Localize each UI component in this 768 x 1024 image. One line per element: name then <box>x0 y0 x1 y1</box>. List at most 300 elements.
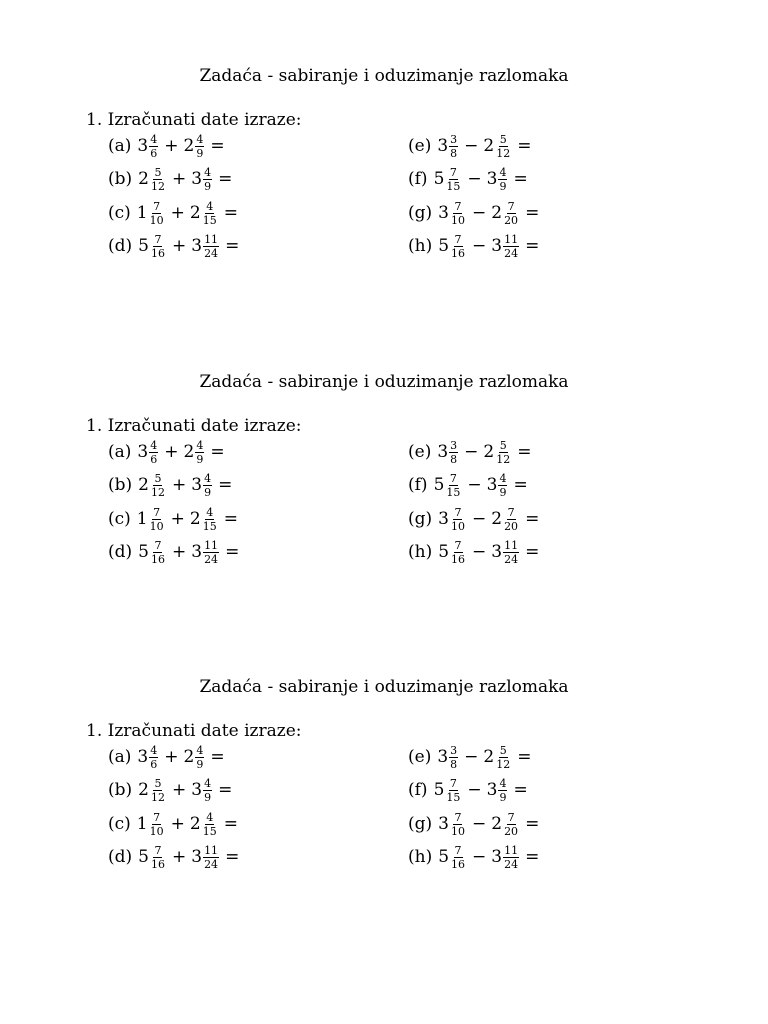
fraction <box>202 201 218 226</box>
problem-label: (b) <box>108 475 133 495</box>
fraction <box>449 440 458 465</box>
fraction <box>503 507 519 532</box>
denominator: 15 <box>446 790 461 804</box>
equals-sign: = <box>210 442 225 462</box>
equals-sign: = <box>513 780 528 800</box>
problem-item <box>408 743 531 771</box>
equals-sign: = <box>223 509 238 529</box>
worksheet-title: Zadaća - sabiranje i oduzimanje razlomaka <box>199 372 569 392</box>
operator: + <box>171 475 187 495</box>
mixed-number <box>437 440 459 465</box>
whole-part: 5 <box>433 780 445 800</box>
problem-item <box>108 743 225 771</box>
numerator: 11 <box>204 538 219 552</box>
whole-part: 3 <box>191 169 203 189</box>
exercise-block <box>0 372 768 632</box>
equals-sign: = <box>218 780 233 800</box>
numerator: 4 <box>499 471 507 485</box>
numerator: 7 <box>507 810 515 824</box>
equals-sign: = <box>223 203 238 223</box>
denominator: 8 <box>450 757 458 771</box>
equals-sign: = <box>525 814 540 834</box>
problem-label: (e) <box>408 747 432 767</box>
numerator: 3 <box>450 743 458 757</box>
mixed-number <box>438 234 467 259</box>
whole-part: 2 <box>189 203 201 223</box>
mixed-number <box>191 167 213 192</box>
mixed-number <box>137 812 166 837</box>
fraction <box>495 440 511 465</box>
fraction <box>449 745 458 770</box>
whole-part: 3 <box>191 236 203 256</box>
denominator: 16 <box>150 857 165 871</box>
mixed-number <box>483 440 512 465</box>
fraction <box>498 778 507 803</box>
fraction <box>503 201 519 226</box>
operator: − <box>464 747 479 767</box>
whole-part: 5 <box>138 236 149 256</box>
mixed-number <box>191 234 220 259</box>
mixed-number <box>138 540 167 565</box>
mixed-number <box>190 812 219 837</box>
whole-part: 3 <box>491 542 503 562</box>
operator: − <box>467 169 482 189</box>
numerator: 7 <box>454 810 462 824</box>
mixed-number <box>138 234 167 259</box>
fraction <box>503 540 519 565</box>
denominator: 9 <box>499 179 507 193</box>
numerator: 4 <box>196 743 204 757</box>
task-heading: 1. Izračunati date izraze: <box>86 721 302 741</box>
operator: − <box>471 509 487 529</box>
mixed-number <box>190 507 219 532</box>
operator: + <box>171 169 187 189</box>
whole-part: 5 <box>438 236 450 256</box>
whole-part: 3 <box>191 542 203 562</box>
mixed-number <box>191 778 213 803</box>
problem-item <box>108 438 225 466</box>
mixed-number <box>487 778 509 803</box>
whole-part: 5 <box>138 542 149 562</box>
numerator: 7 <box>153 810 161 824</box>
whole-part: 2 <box>491 509 503 529</box>
denominator: 24 <box>504 552 519 566</box>
mixed-number <box>491 540 520 565</box>
problem-item <box>408 438 531 466</box>
fraction <box>495 745 511 770</box>
problem-label: (f) <box>408 475 428 495</box>
whole-part: 2 <box>189 509 201 529</box>
denominator: 9 <box>499 790 507 804</box>
denominator: 16 <box>150 246 165 260</box>
fraction <box>203 540 219 565</box>
denominator: 20 <box>504 213 519 227</box>
whole-part: 3 <box>191 847 203 867</box>
whole-part: 2 <box>138 780 149 800</box>
denominator: 9 <box>204 179 212 193</box>
problem-label: (b) <box>108 780 133 800</box>
whole-part: 3 <box>438 814 449 834</box>
numerator: 7 <box>449 165 457 179</box>
equals-sign: = <box>218 475 233 495</box>
fraction <box>202 507 218 532</box>
problem-item <box>408 199 539 227</box>
numerator: 7 <box>154 843 162 857</box>
operator: + <box>170 203 185 223</box>
numerator: 11 <box>204 232 219 246</box>
mixed-number <box>434 473 463 498</box>
mixed-number <box>438 201 467 226</box>
mixed-number <box>491 234 520 259</box>
whole-part: 1 <box>136 203 148 223</box>
equals-sign: = <box>525 236 540 256</box>
denominator: 9 <box>196 452 204 466</box>
fraction <box>149 201 165 226</box>
problem-item <box>408 843 539 871</box>
whole-part: 3 <box>486 475 498 495</box>
whole-part: 3 <box>438 509 449 529</box>
mixed-number <box>138 167 167 192</box>
mixed-number <box>487 167 509 192</box>
fraction <box>150 234 166 259</box>
numerator: 7 <box>454 199 462 213</box>
mixed-number <box>438 845 467 870</box>
denominator: 24 <box>204 552 219 566</box>
fraction <box>450 507 466 532</box>
equals-sign: = <box>525 542 540 562</box>
mixed-number <box>137 507 166 532</box>
denominator: 10 <box>450 824 465 838</box>
whole-part: 5 <box>433 169 445 189</box>
mixed-number <box>491 845 520 870</box>
problem-label: (c) <box>108 814 131 834</box>
mixed-number <box>138 473 167 498</box>
whole-part: 2 <box>183 442 195 462</box>
problem-item <box>108 843 239 871</box>
mixed-number <box>487 473 509 498</box>
fraction <box>203 845 219 870</box>
mixed-number <box>437 134 459 159</box>
operator: + <box>171 236 187 256</box>
denominator: 12 <box>150 485 165 499</box>
equals-sign: = <box>225 542 240 562</box>
whole-part: 3 <box>491 847 503 867</box>
mixed-number <box>437 745 459 770</box>
numerator: 11 <box>504 538 519 552</box>
task-heading: 1. Izračunati date izraze: <box>86 416 302 436</box>
fraction <box>450 540 466 565</box>
operator: − <box>464 136 479 156</box>
numerator: 7 <box>454 232 462 246</box>
whole-part: 5 <box>433 475 445 495</box>
problem-label: (a) <box>108 442 132 462</box>
numerator: 7 <box>507 199 515 213</box>
equals-sign: = <box>513 169 528 189</box>
operator: + <box>164 442 179 462</box>
denominator: 9 <box>204 485 212 499</box>
mixed-number <box>137 134 159 159</box>
equals-sign: = <box>210 747 225 767</box>
fraction <box>150 845 166 870</box>
whole-part: 2 <box>491 814 503 834</box>
equals-sign: = <box>525 509 540 529</box>
fraction <box>449 134 458 159</box>
whole-part: 3 <box>137 442 149 462</box>
fraction <box>498 473 507 498</box>
whole-part: 3 <box>438 203 449 223</box>
problem-item <box>408 165 528 193</box>
numerator: 4 <box>206 810 214 824</box>
numerator: 4 <box>196 438 204 452</box>
fraction <box>203 234 219 259</box>
mixed-number <box>434 778 463 803</box>
denominator: 10 <box>149 824 164 838</box>
problem-label: (g) <box>408 509 433 529</box>
fraction <box>149 812 165 837</box>
task-heading: 1. Izračunati date izraze: <box>86 110 302 130</box>
operator: − <box>467 780 482 800</box>
numerator: 11 <box>504 843 519 857</box>
denominator: 9 <box>204 790 212 804</box>
mixed-number <box>438 507 467 532</box>
operator: + <box>170 509 185 529</box>
denominator: 15 <box>202 213 217 227</box>
mixed-number <box>183 134 205 159</box>
fraction <box>450 812 466 837</box>
fraction <box>203 778 212 803</box>
equals-sign: = <box>225 236 240 256</box>
whole-part: 2 <box>483 747 495 767</box>
mixed-number <box>491 201 520 226</box>
mixed-number <box>183 440 205 465</box>
numerator: 3 <box>450 132 458 146</box>
denominator: 16 <box>150 552 165 566</box>
denominator: 6 <box>150 452 158 466</box>
equals-sign: = <box>525 847 540 867</box>
denominator: 24 <box>504 246 519 260</box>
equals-sign: = <box>225 847 240 867</box>
exercise-block <box>0 677 768 937</box>
denominator: 6 <box>150 146 158 160</box>
whole-part: 2 <box>138 475 149 495</box>
fraction <box>495 134 511 159</box>
fraction <box>503 812 519 837</box>
mixed-number <box>137 745 159 770</box>
whole-part: 2 <box>491 203 503 223</box>
whole-part: 3 <box>137 747 149 767</box>
operator: + <box>171 780 187 800</box>
whole-part: 2 <box>138 169 149 189</box>
equals-sign: = <box>517 747 532 767</box>
fraction <box>149 440 158 465</box>
problem-label: (h) <box>408 542 433 562</box>
denominator: 12 <box>496 757 511 771</box>
fraction <box>503 845 519 870</box>
problem-label: (d) <box>108 542 133 562</box>
problem-label: (g) <box>408 814 433 834</box>
problem-item <box>108 132 225 160</box>
denominator: 15 <box>202 824 217 838</box>
numerator: 7 <box>454 538 462 552</box>
denominator: 10 <box>149 213 164 227</box>
problem-label: (h) <box>408 236 433 256</box>
whole-part: 2 <box>483 136 495 156</box>
whole-part: 2 <box>183 747 195 767</box>
whole-part: 3 <box>437 136 449 156</box>
numerator: 4 <box>499 776 507 790</box>
numerator: 4 <box>499 165 507 179</box>
mixed-number <box>483 745 512 770</box>
whole-part: 1 <box>136 814 148 834</box>
numerator: 4 <box>204 776 212 790</box>
problem-label: (c) <box>108 509 131 529</box>
operator: − <box>464 442 479 462</box>
operator: − <box>472 847 487 867</box>
whole-part: 3 <box>437 442 449 462</box>
denominator: 9 <box>499 485 507 499</box>
whole-part: 3 <box>191 780 203 800</box>
equals-sign: = <box>517 136 532 156</box>
denominator: 15 <box>446 485 461 499</box>
numerator: 4 <box>150 743 158 757</box>
numerator: 7 <box>154 232 162 246</box>
mixed-number <box>491 507 520 532</box>
denominator: 15 <box>446 179 461 193</box>
numerator: 11 <box>504 232 519 246</box>
problem-item <box>108 810 238 838</box>
numerator: 7 <box>153 505 161 519</box>
worksheet-title: Zadaća - sabiranje i oduzimanje razlomaka <box>199 677 569 697</box>
whole-part: 3 <box>437 747 449 767</box>
equals-sign: = <box>210 136 225 156</box>
worksheet-title: Zadaća - sabiranje i oduzimanje razlomaka <box>199 66 569 86</box>
numerator: 4 <box>150 132 158 146</box>
problem-item <box>108 199 238 227</box>
mixed-number <box>138 778 167 803</box>
mixed-number <box>491 812 520 837</box>
problem-label: (a) <box>108 136 132 156</box>
fraction <box>149 134 158 159</box>
numerator: 4 <box>196 132 204 146</box>
problem-item <box>408 776 528 804</box>
problem-label: (e) <box>408 136 432 156</box>
mixed-number <box>434 167 463 192</box>
mixed-number <box>438 812 467 837</box>
problem-item <box>108 232 239 260</box>
numerator: 7 <box>449 471 457 485</box>
operator: − <box>472 236 487 256</box>
numerator: 4 <box>206 199 214 213</box>
problem-label: (a) <box>108 747 132 767</box>
mixed-number <box>191 845 220 870</box>
problem-item <box>108 165 232 193</box>
problem-label: (b) <box>108 169 133 189</box>
whole-part: 1 <box>136 509 148 529</box>
denominator: 8 <box>450 146 458 160</box>
whole-part: 3 <box>486 780 498 800</box>
fraction <box>445 473 461 498</box>
operator: + <box>170 814 185 834</box>
fraction <box>445 778 461 803</box>
problem-item <box>108 471 232 499</box>
denominator: 24 <box>204 246 219 260</box>
problem-label: (d) <box>108 236 133 256</box>
fraction <box>195 745 204 770</box>
denominator: 15 <box>202 519 217 533</box>
fraction <box>450 845 466 870</box>
numerator: 5 <box>154 165 162 179</box>
numerator: 4 <box>206 505 214 519</box>
operator: − <box>471 814 487 834</box>
operator: + <box>171 542 187 562</box>
denominator: 10 <box>149 519 164 533</box>
fraction <box>450 234 466 259</box>
mixed-number <box>137 440 159 465</box>
operator: + <box>164 747 179 767</box>
problem-item <box>408 471 528 499</box>
mixed-number <box>191 473 213 498</box>
denominator: 10 <box>450 519 465 533</box>
denominator: 12 <box>150 790 165 804</box>
fraction <box>149 507 165 532</box>
exercise-block <box>0 66 768 326</box>
problem-item <box>108 538 239 566</box>
mixed-number <box>137 201 166 226</box>
fraction <box>195 440 204 465</box>
denominator: 20 <box>504 824 519 838</box>
equals-sign: = <box>517 442 532 462</box>
operator: + <box>164 136 179 156</box>
fraction <box>150 473 166 498</box>
problem-label: (h) <box>408 847 433 867</box>
mixed-number <box>138 845 167 870</box>
denominator: 24 <box>504 857 519 871</box>
numerator: 4 <box>150 438 158 452</box>
operator: − <box>467 475 482 495</box>
whole-part: 3 <box>191 475 203 495</box>
fraction <box>450 201 466 226</box>
denominator: 20 <box>504 519 519 533</box>
problem-label: (f) <box>408 780 428 800</box>
whole-part: 2 <box>183 136 195 156</box>
numerator: 5 <box>154 471 162 485</box>
denominator: 12 <box>496 146 511 160</box>
problem-label: (g) <box>408 203 433 223</box>
problem-label: (c) <box>108 203 131 223</box>
mixed-number <box>438 540 467 565</box>
denominator: 16 <box>451 246 466 260</box>
fraction <box>203 473 212 498</box>
numerator: 7 <box>449 776 457 790</box>
numerator: 5 <box>499 743 507 757</box>
problem-label: (d) <box>108 847 133 867</box>
fraction <box>149 745 158 770</box>
whole-part: 5 <box>138 847 149 867</box>
mixed-number <box>483 134 512 159</box>
problem-item <box>108 505 238 533</box>
fraction <box>202 812 218 837</box>
denominator: 12 <box>496 452 511 466</box>
fraction <box>150 778 166 803</box>
fraction <box>203 167 212 192</box>
mixed-number <box>190 201 219 226</box>
equals-sign: = <box>513 475 528 495</box>
operator: − <box>471 203 487 223</box>
numerator: 7 <box>507 505 515 519</box>
fraction <box>503 234 519 259</box>
numerator: 3 <box>450 438 458 452</box>
denominator: 9 <box>196 146 204 160</box>
